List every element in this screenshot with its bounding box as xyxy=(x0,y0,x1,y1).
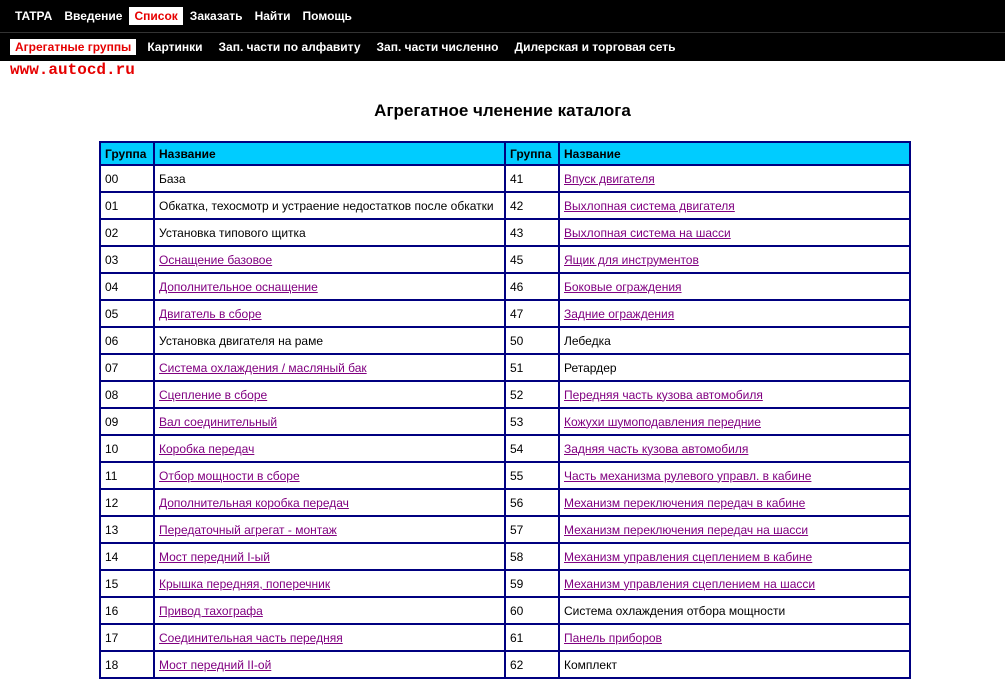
group-code-cell: 47 xyxy=(505,300,559,327)
group-code-cell: 41 xyxy=(505,165,559,192)
group-code-cell: 59 xyxy=(505,570,559,597)
table-row xyxy=(100,651,910,678)
group-link[interactable]: Соединительная часть передняя xyxy=(159,630,343,645)
group-code-cell: 45 xyxy=(505,246,559,273)
group-link[interactable]: Мост передний I-ый xyxy=(159,549,270,564)
group-code-cell: 03 xyxy=(100,246,154,273)
group-link[interactable]: Дополнительная коробка передач xyxy=(159,495,349,510)
group-name-text: Лебедка xyxy=(564,333,611,348)
nav-item[interactable]: Список xyxy=(129,7,182,25)
group-code-cell: 51 xyxy=(505,354,559,381)
group-link[interactable]: Сцепление в сборе xyxy=(159,387,268,402)
group-link[interactable]: Впуск двигателя xyxy=(564,171,655,186)
group-link[interactable]: Ящик для инструментов xyxy=(564,252,699,267)
group-code-cell: 42 xyxy=(505,192,559,219)
group-name-cell xyxy=(559,516,910,543)
table-row xyxy=(100,435,910,462)
group-name-cell xyxy=(154,543,505,570)
group-code-cell: 56 xyxy=(505,489,559,516)
group-code-cell: 00 xyxy=(100,165,154,192)
group-code-cell: 16 xyxy=(100,597,154,624)
table-row xyxy=(100,570,910,597)
group-name-cell xyxy=(154,246,505,273)
group-code-cell: 07 xyxy=(100,354,154,381)
group-link[interactable]: Вал соединительный xyxy=(159,414,278,429)
group-name-cell xyxy=(154,624,505,651)
group-name-text: Установка типового щитка xyxy=(159,225,306,240)
table-row xyxy=(100,489,910,516)
group-code-cell: 54 xyxy=(505,435,559,462)
group-name-cell xyxy=(559,570,910,597)
group-name-cell xyxy=(154,219,505,246)
group-name-cell xyxy=(559,300,910,327)
group-link[interactable]: Передаточный агрегат - монтаж xyxy=(159,522,337,537)
group-link[interactable]: Коробка передач xyxy=(159,441,255,456)
table-row xyxy=(100,192,910,219)
group-code-cell: 01 xyxy=(100,192,154,219)
group-code-cell: 58 xyxy=(505,543,559,570)
table-row xyxy=(100,246,910,273)
group-code-cell: 53 xyxy=(505,408,559,435)
group-name-cell xyxy=(154,354,505,381)
group-name-cell xyxy=(154,165,505,192)
group-name-cell xyxy=(559,165,910,192)
group-name-text: Комплект xyxy=(564,657,617,672)
nav-item[interactable]: Помощь xyxy=(302,9,352,23)
group-name-text: Ретардер xyxy=(564,360,617,375)
column-header-group: Группа xyxy=(100,142,154,165)
group-code-cell: 57 xyxy=(505,516,559,543)
group-name-cell xyxy=(154,597,505,624)
sub-navigation xyxy=(0,32,1005,61)
group-name-cell xyxy=(154,516,505,543)
table-row xyxy=(100,597,910,624)
group-name-cell xyxy=(154,273,505,300)
group-link[interactable]: Выхлопная система двигателя xyxy=(564,198,735,213)
group-name-cell xyxy=(154,192,505,219)
group-name-cell xyxy=(559,273,910,300)
column-header-group: Группа xyxy=(505,142,559,165)
table-row xyxy=(100,543,910,570)
column-header-name: Название xyxy=(154,142,505,165)
group-code-cell: 55 xyxy=(505,462,559,489)
group-code-cell: 14 xyxy=(100,543,154,570)
page-title: Агрегатное членение каталога xyxy=(374,101,631,120)
site-url[interactable]: www.autocd.ru xyxy=(10,61,135,79)
group-name-cell xyxy=(154,462,505,489)
group-link[interactable]: Механизм переключения передач в кабине xyxy=(564,495,806,510)
group-name-text: Обкатка, техосмотр и устраение недостатков после обкатки xyxy=(159,198,494,213)
table-row xyxy=(100,624,910,651)
group-code-cell: 08 xyxy=(100,381,154,408)
group-link[interactable]: Механизм переключения передач на шасси xyxy=(564,522,809,537)
group-name-cell xyxy=(559,543,910,570)
table-row xyxy=(100,381,910,408)
group-code-cell: 02 xyxy=(100,219,154,246)
group-link[interactable]: Механизм управления сцеплением в кабине xyxy=(564,549,813,564)
group-code-cell: 09 xyxy=(100,408,154,435)
group-code-cell: 11 xyxy=(100,462,154,489)
group-name-cell xyxy=(154,435,505,462)
aggregate-groups-table xyxy=(99,141,911,679)
group-name-cell xyxy=(154,651,505,678)
nav-item[interactable]: Найти xyxy=(254,9,291,23)
group-code-cell: 12 xyxy=(100,489,154,516)
url-spacer xyxy=(0,61,1005,79)
group-name-cell xyxy=(559,489,910,516)
group-link[interactable]: Отбор мощности в сборе xyxy=(159,468,300,483)
group-link[interactable]: Кожухи шумоподавления передние xyxy=(564,414,761,429)
nav-item[interactable]: Заказать xyxy=(189,9,243,23)
group-code-cell: 15 xyxy=(100,570,154,597)
group-name-text: База xyxy=(159,171,186,186)
group-code-cell: 60 xyxy=(505,597,559,624)
group-link[interactable]: Оснащение базовое xyxy=(159,252,273,267)
group-link[interactable]: Задняя часть кузова автомобиля xyxy=(564,441,749,456)
group-code-cell: 61 xyxy=(505,624,559,651)
subnav-item[interactable]: Картинки xyxy=(147,40,203,54)
group-name-cell xyxy=(559,246,910,273)
table-row xyxy=(100,300,910,327)
group-link[interactable]: Выхлопная система на шасси xyxy=(564,225,731,240)
group-name-cell xyxy=(559,462,910,489)
group-code-cell: 18 xyxy=(100,651,154,678)
table-row xyxy=(100,462,910,489)
table-row xyxy=(100,219,910,246)
group-code-cell: 13 xyxy=(100,516,154,543)
table-row xyxy=(100,273,910,300)
group-name-text: Система охлаждения отбора мощности xyxy=(564,603,786,618)
group-code-cell: 43 xyxy=(505,219,559,246)
group-name-cell xyxy=(154,489,505,516)
group-link[interactable]: Двигатель в сборе xyxy=(159,306,262,321)
group-name-cell xyxy=(559,327,910,354)
group-name-cell xyxy=(559,219,910,246)
group-name-text: Установка двигателя на раме xyxy=(159,333,324,348)
top-navigation xyxy=(0,0,1005,32)
subnav-item[interactable]: Агрегатные группы xyxy=(10,39,136,55)
table-row xyxy=(100,408,910,435)
group-code-cell: 05 xyxy=(100,300,154,327)
group-name-cell xyxy=(154,300,505,327)
table-row xyxy=(100,327,910,354)
group-link[interactable]: Дополнительное оснащение xyxy=(159,279,318,294)
subnav-item[interactable]: Зап. части по алфавиту xyxy=(218,40,361,54)
table-row xyxy=(100,354,910,381)
group-name-cell xyxy=(559,354,910,381)
group-link[interactable]: Крышка передняя, поперечник xyxy=(159,576,331,591)
column-header-name: Название xyxy=(559,142,910,165)
nav-item[interactable]: Введение xyxy=(64,9,123,23)
group-code-cell: 10 xyxy=(100,435,154,462)
group-link[interactable]: Панель приборов xyxy=(564,630,662,645)
group-code-cell: 06 xyxy=(100,327,154,354)
group-code-cell: 17 xyxy=(100,624,154,651)
group-name-cell xyxy=(559,408,910,435)
group-name-cell xyxy=(559,597,910,624)
nav-item[interactable]: TATPA xyxy=(15,9,53,23)
group-link[interactable]: Привод тахографа xyxy=(159,603,263,618)
subnav-item[interactable]: Дилерская и торговая сеть xyxy=(514,40,676,54)
group-link[interactable]: Часть механизма рулевого управл. в кабине xyxy=(564,468,812,483)
group-code-cell: 46 xyxy=(505,273,559,300)
group-code-cell: 52 xyxy=(505,381,559,408)
group-link[interactable]: Механизм управления сцеплением на шасси xyxy=(564,576,816,591)
group-name-cell xyxy=(154,327,505,354)
group-name-cell xyxy=(559,624,910,651)
group-name-cell xyxy=(559,435,910,462)
group-link[interactable]: Задние ограждения xyxy=(564,306,675,321)
group-name-cell xyxy=(154,381,505,408)
table-row xyxy=(100,165,910,192)
table-row xyxy=(100,516,910,543)
group-name-cell xyxy=(154,570,505,597)
group-code-cell: 04 xyxy=(100,273,154,300)
group-code-cell: 50 xyxy=(505,327,559,354)
table-header-row xyxy=(100,142,910,165)
group-name-cell xyxy=(154,408,505,435)
group-name-cell xyxy=(559,381,910,408)
group-link[interactable]: Передняя часть кузова автомобиля xyxy=(564,387,763,402)
group-link[interactable]: Система охлаждения / масляный бак xyxy=(159,360,367,375)
subnav-item[interactable]: Зап. части численно xyxy=(376,40,499,54)
group-link[interactable]: Мост передний II-ой xyxy=(159,657,272,672)
group-name-cell xyxy=(559,192,910,219)
group-link[interactable]: Боковые ограждения xyxy=(564,279,682,294)
group-code-cell: 62 xyxy=(505,651,559,678)
group-name-cell xyxy=(559,651,910,678)
